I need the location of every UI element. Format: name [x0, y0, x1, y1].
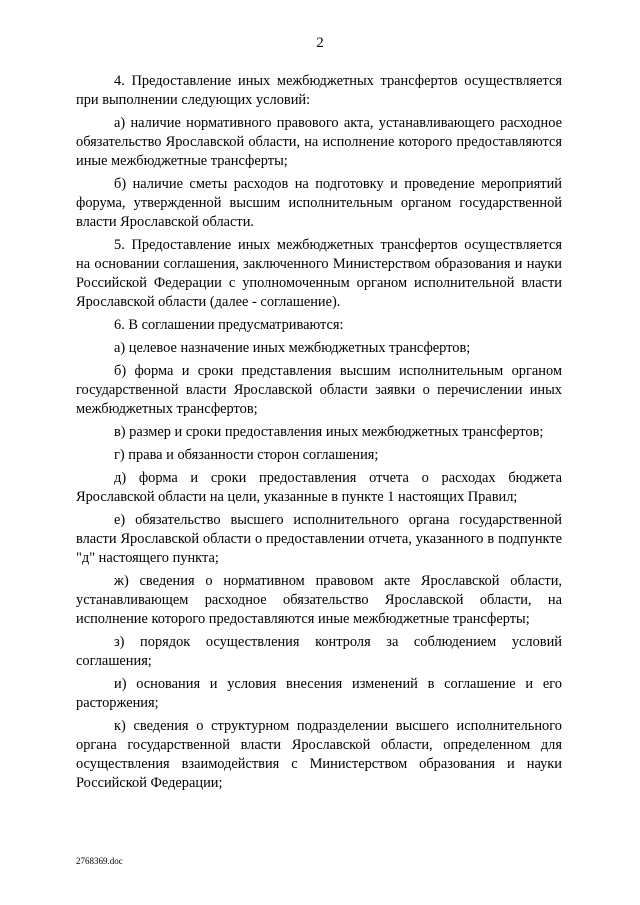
- paragraph-6i: и) основания и условия внесения изменений в соглашение и его расторжения;: [76, 676, 562, 711]
- paragraph-6: 6. В соглашении предусматриваются:: [114, 317, 344, 333]
- paragraph-6a: а) целевое назначение иных межбюджетных трансфертов;: [114, 340, 471, 356]
- paragraph-6k: к) сведения о структурном подразделении высшего исполнительного органа государственной власти Ярославской области, определенном для осуществления взаимодействия с Министерством образования и науки Российской Федерации;: [76, 718, 562, 791]
- paragraph-4: 4. Предоставление иных межбюджетных трансфертов осуществляется при выполнении следующих условий:: [76, 73, 562, 108]
- paragraph-6e: е) обязательство высшего исполнительного органа государственной власти Ярославской области о предоставлении отчета, указанного в подпункте "д" настоящего пункта;: [76, 512, 562, 566]
- paragraph-6v: в) размер и сроки предоставления иных межбюджетных трансфертов;: [114, 424, 544, 440]
- paragraph-6d: д) форма и сроки предоставления отчета о расходах бюджета Ярославской области на цели, указанные в пункте 1 настоящих Правил;: [76, 470, 562, 505]
- paragraph-6zh: ж) сведения о нормативном правовом акте Ярославской области, устанавливающем расходное обязательство Ярославской области, на исполнение которого предоставляются иные межбюджетные трансферты;: [76, 573, 562, 627]
- paragraph-6g: г) права и обязанности сторон соглашения;: [114, 447, 379, 463]
- footer-file-name: 2768369.doc: [76, 856, 123, 866]
- document-body: [76, 72, 562, 797]
- page-number: 2: [316, 35, 324, 51]
- paragraph-4b: б) наличие сметы расходов на подготовку и проведение мероприятий форума, утвержденной высшим исполнительным органом государственной власти Ярославской области.: [76, 176, 562, 230]
- paragraph-6b: б) форма и сроки представления высшим исполнительным органом государственной власти Ярославской области заявки о перечислении иных межбюджетных трансфертов;: [76, 363, 562, 417]
- paragraph-5: 5. Предоставление иных межбюджетных трансфертов осуществляется на основании соглашения, заключенного Министерством образования и науки Российской Федерации с уполномоченным органом исполнительной власти Ярославской области (далее - соглашение).: [76, 237, 562, 310]
- paragraph-4a: а) наличие нормативного правового акта, устанавливающего расходное обязательство Ярославской области, на исполнение которого предоставляются иные межбюджетные трансферты;: [76, 115, 562, 169]
- paragraph-6z: з) порядок осуществления контроля за соблюдением условий соглашения;: [76, 634, 562, 669]
